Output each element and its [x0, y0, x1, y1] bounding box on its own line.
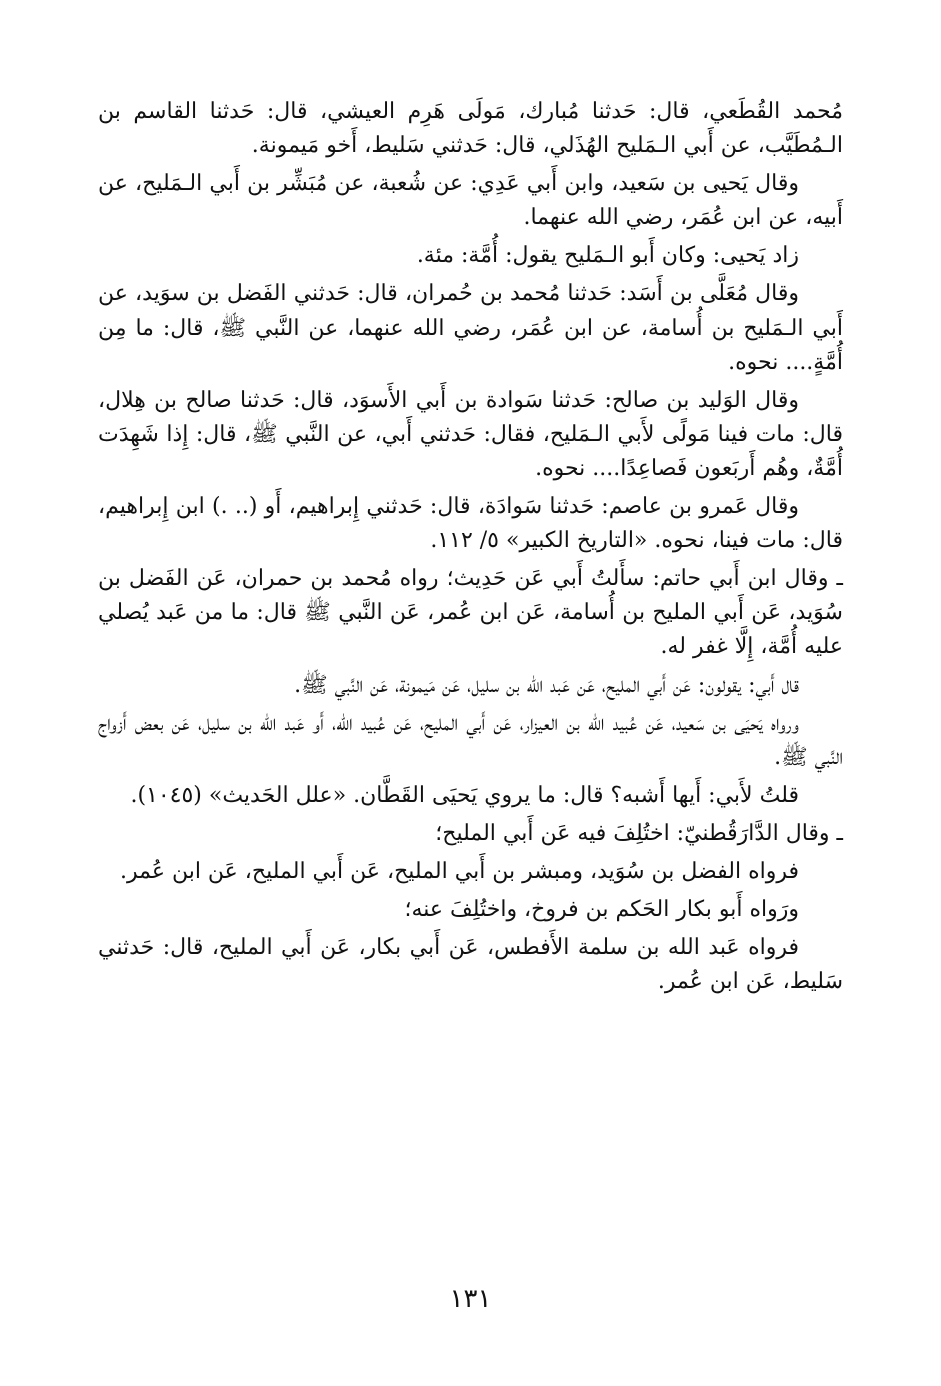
paragraph: فرواه عَبد الله بن سلمة الأَفطس، عَن أَبي بكار، عَن أَبي المليح، قال: حَدثني سَليط، عَن ابن عُمر.	[98, 935, 843, 995]
paragraph: وقال عَمرو بن عاصم: حَدثنا سَوادَة، قال: حَدثني إِبراهيم، أَو (.. .) ابن إِبراهيم، قال: مات فينا، نحوه. «التاريخ الكبير» ٥/ ١١٢.	[98, 494, 843, 554]
paragraph: قال أَبي: يقولون: عَن أَبي المليح، عَن عَبد الله بن سليل، عَن مَيمونة، عَن النَّبي ﷺ.	[294, 672, 799, 698]
paragraph: فرواه الفضل بن سُوَيد، ومبشر بن أَبي المليح، عَن أَبي المليح، عَن ابن عُمر.	[119, 858, 799, 884]
paragraph: ورواه يَحيَى بن سَعيد، عَن عُبيد الله بن العيزار، عَن أَبي المليح، عَن عُبيد الله، أَو عَبد الله بن سليل، عَن بعض أَزواج النَّبي ﷺ.	[98, 710, 843, 770]
page-body	[98, 95, 843, 1003]
paragraph: ـ وقال الدَّارَقُطنيّ: اختُلِفَ فيه عَن أَبي المليح؛	[435, 820, 843, 846]
paragraph: وقال مُعَلَّى بن أَسَد: حَدثنا مُحمد بن حُمران، قال: حَدثني الفَضل بن سوَيد، عن أَبي الـمَليح بن أُسامة، عن ابن عُمَر، رضي الله عنهما، عن النَّبي ﷺ، قال: ما مِن أُمَّةٍ.... نحوه.	[98, 281, 843, 375]
paragraph: ـ وقال ابن أَبي حاتم: سأَلتُ أَبي عَن حَدِيث؛ رواه مُحمد بن حمران، عَن الفَضل بن سُوَيد، عَن أَبي المليح بن أُسامة، عَن ابن عُمر، عَن النَّبي ﷺ قال: ما من عَبد يُصلي عليه أُمَّة، إِلَّا غفر له.	[98, 566, 843, 660]
paragraph: قلتُ لأَبي: أَيها أَشبه؟ قال: ما يروي يَحيَى القَطَّان. «علل الحَديث» (١٠٤٥).	[130, 782, 799, 808]
page-number: ١٣١	[449, 1284, 492, 1314]
paragraph: وقال يَحيى بن سَعيد، وابن أَبي عَدِي: عن شُعبة، عن مُبَشِّر بن أَبي الـمَليح، عن أَبيه، عن ابن عُمَر، رضي الله عنهما.	[98, 171, 843, 231]
paragraph: مُحمد القُطَعي، قال: حَدثنا مُبارك، مَولَى هَرِم العيشي، قال: حَدثنا القاسم بن الـمُطَيَّب، عن أَبي الـمَليح الهُذَلي، قال: حَدثني سَليط، أَخو مَيمونة.	[98, 99, 843, 159]
paragraph: زاد يَحيى: وكان أَبو الـمَليح يقول: أُمَّة: مئة.	[416, 243, 799, 269]
paragraph: وقال الوَليد بن صالح: حَدثنا سَوادة بن أَبي الأَسوَد، قال: حَدثنا صالح بن هِلال، قال: مات فينا مَولًى لأَبي الـمَليح، فقال: حَدثني أَبي، عن النَّبي ﷺ، قال: إِذا شَهِدَت أُمَّةٌ، وهُم أَربَعون فَصاعِدًا.... نحوه.	[98, 387, 843, 481]
paragraph: ورَواه أَبو بكار الحَكم بن فروخ، واختُلِفَ عنه؛	[404, 897, 799, 923]
